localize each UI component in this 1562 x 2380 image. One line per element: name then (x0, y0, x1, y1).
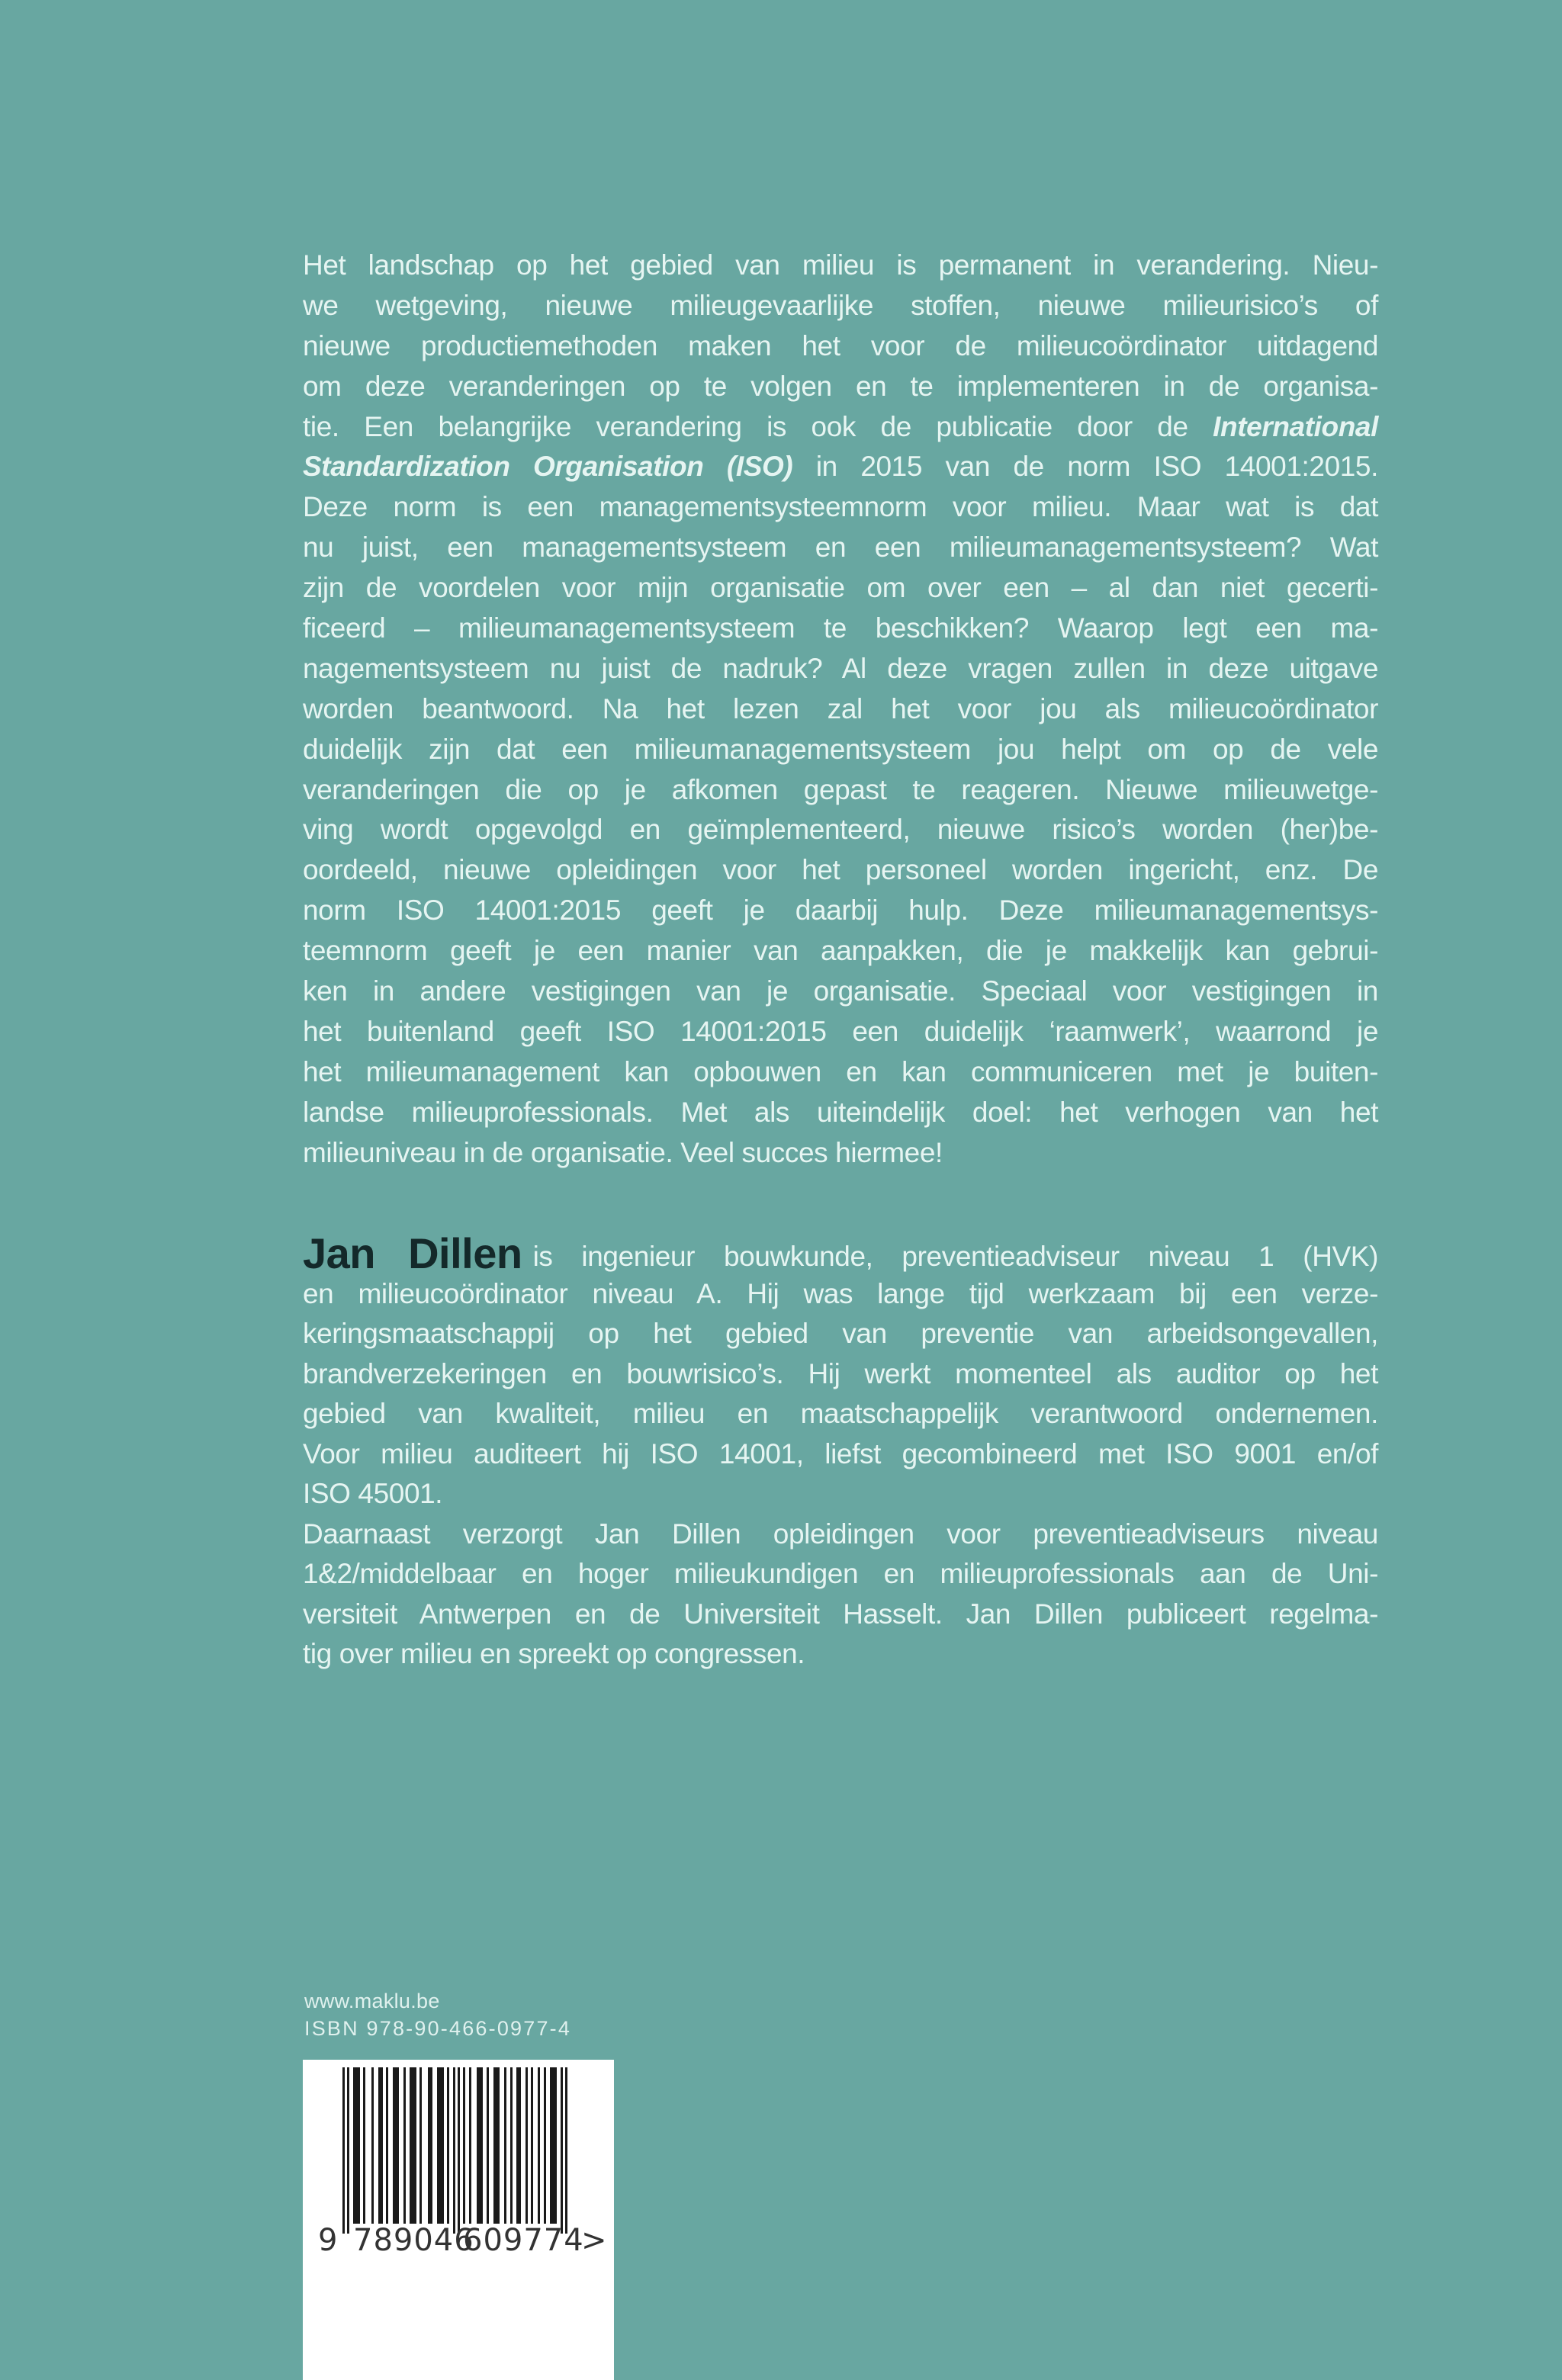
author-name: Jan Dillen (303, 1229, 522, 1277)
blurb-line: nu juist, een managementsysteem en een milieumanagementsysteem? Wat (303, 532, 1378, 564)
ean13-barcode-icon (342, 2067, 571, 2234)
blurb-line: landse milieuprofessionals. Met als uiteindelijk doel: het verhogen van het (303, 1096, 1378, 1128)
blurb-line: duidelijk zijn dat een milieumanagementsysteem jou helpt om op de vele (303, 733, 1378, 765)
barcode-quiet-zone-marker: > (581, 2223, 607, 2258)
barcode-digits (318, 2223, 615, 2261)
bio-line: ISO 45001. (303, 1478, 443, 1509)
bio-line: versiteit Antwerpen en de Universiteit Hasselt. Jan Dillen publiceert regelma- (303, 1598, 1378, 1630)
book-blurb-paragraph (303, 246, 1378, 1173)
blurb-line: worden beantwoord. Na het lezen zal het voor jou als milieucoördinator (303, 692, 1378, 724)
publisher-info (304, 1987, 571, 2042)
blurb-line: Het landschap op het gebied van milieu is permanent in verandering. Nieu- (303, 249, 1378, 281)
bio-line: brandverzekeringen en bouwrisico’s. Hij werkt momenteel als auditor op het (303, 1357, 1378, 1389)
blurb-line (303, 407, 1378, 448)
blurb-line-text: tie. Een belangrijke verandering is ook de publicatie door de (303, 410, 1213, 442)
blurb-line: het buitenland geeft ISO 14001:2015 een duidelijk ‘raamwerk’, waarrond je (303, 1015, 1378, 1047)
blurb-line: milieuniveau in de organisatie. Veel succes hiermee! (303, 1136, 943, 1168)
barcode-left-group: 789046 (353, 2223, 474, 2258)
author-bio (303, 1229, 1378, 1675)
blurb-line: nagementsysteem nu juist de nadruk? Al deze vragen zullen in deze uitgave (303, 652, 1378, 684)
blurb-line: norm ISO 14001:2015 geeft je daarbij hulp. Deze milieumanagementsys- (303, 895, 1378, 927)
blurb-line: oordeeld, nieuwe opleidingen voor het personeel worden ingericht, enz. De (303, 854, 1378, 886)
bio-line (303, 1229, 1378, 1277)
blurb-line: ficeerd – milieumanagementsysteem te beschikken? Waarop legt een ma- (303, 612, 1378, 644)
bio-line: Voor milieu auditeert hij ISO 14001, liefst gecombineerd met ISO 9001 en/of (303, 1437, 1378, 1469)
bio-line: gebied van kwaliteit, milieu en maatschappelijk verantwoord ondernemen. (303, 1398, 1378, 1429)
bio-line: 1&2/middelbaar en hoger milieukundigen en milieuprofessionals aan de Uni- (303, 1558, 1378, 1589)
blurb-line (303, 447, 1378, 487)
isbn-number: ISBN 978-90-466-0977-4 (304, 2017, 572, 2040)
bio-line-text: is ingenieur bouwkunde, preventieadviseur niveau 1 (HVK) (532, 1241, 1378, 1272)
blurb-line: we wetgeving, nieuwe milieugevaarlijke stoffen, nieuwe milieurisico’s of (303, 289, 1378, 321)
blurb-line: het milieumanagement kan opbouwen en kan communiceren met je buiten- (303, 1055, 1378, 1087)
barcode-prefix-digit: 9 (318, 2223, 338, 2258)
barcode-panel (303, 2060, 614, 2380)
blurb-line: om deze veranderingen op te volgen en te implementeren in de organisa- (303, 370, 1378, 402)
blurb-line: Deze norm is een managementsysteemnorm voor milieu. Maar wat is dat (303, 491, 1378, 523)
blurb-line: nieuwe productiemethoden maken het voor de milieucoördinator uitdagend (303, 329, 1378, 361)
blurb-line: teemnorm geeft je een manier van aanpakken, die je makkelijk kan gebrui- (303, 935, 1378, 967)
blurb-line: ken in andere vestigingen van je organisatie. Speciaal voor vestigingen in (303, 975, 1378, 1007)
bio-line: en milieucoördinator niveau A. Hij was lange tijd werkzaam bij een verze- (303, 1277, 1378, 1309)
bio-line: Daarnaast verzorgt Jan Dillen opleidingen voor preventieadviseurs niveau (303, 1518, 1378, 1550)
publisher-website: www.maklu.be (304, 1990, 440, 2012)
emphasis-organisation-name: Standardization Organisation (ISO) (303, 451, 793, 483)
blurb-line: veranderingen die op je afkomen gepast te reageren. Nieuwe milieuwetge- (303, 773, 1378, 805)
barcode-right-group: 609774 (463, 2223, 584, 2258)
bio-line: tig over milieu en spreekt op congressen. (303, 1638, 805, 1669)
blurb-line: zijn de voordelen voor mijn organisatie om over een – al dan niet gecerti- (303, 572, 1378, 604)
emphasis-organisation-name: International (1213, 410, 1378, 442)
blurb-line: ving wordt opgevolgd en geïmplementeerd, nieuwe risico’s worden (her)be- (303, 814, 1378, 846)
blurb-line-text: in 2015 van de norm ISO 14001:2015. (792, 451, 1378, 483)
bio-line: keringsmaatschappij op het gebied van preventie van arbeidsongevallen, (303, 1318, 1378, 1349)
